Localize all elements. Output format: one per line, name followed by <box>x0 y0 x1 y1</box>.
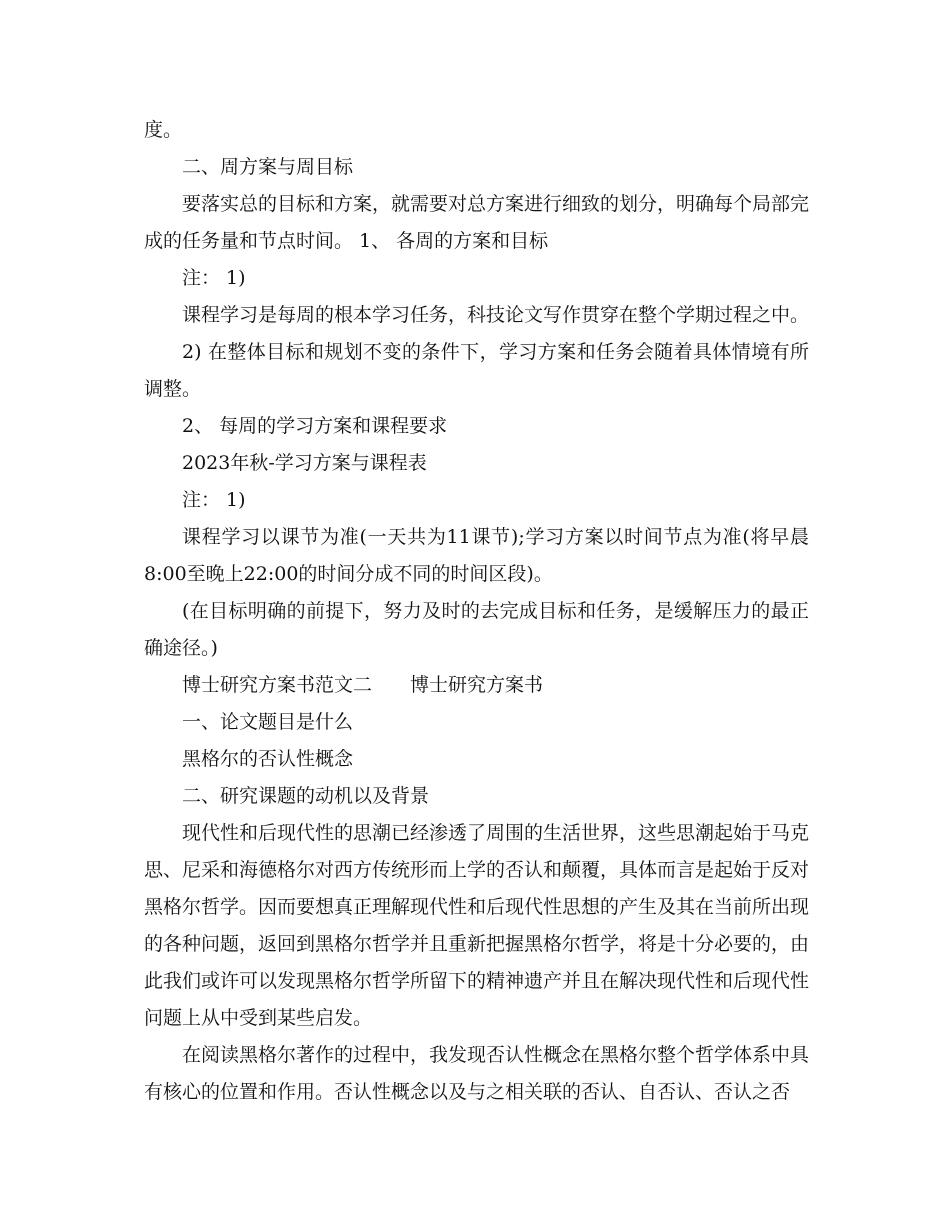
paragraph-goal-note: (在目标明确的前提下，努力及时的去完成目标和任务，是缓解压力的最正确途径。) <box>144 600 809 659</box>
thesis-topic: 黑格尔的否认性概念 <box>182 748 354 770</box>
sample-title: 博士研究方案书范文二 <box>182 674 373 696</box>
note-label: 注： 1) <box>182 267 246 289</box>
section-heading-thesis-topic: 一、论文题目是什么 <box>182 711 354 733</box>
note-label-2: 注： 1) <box>182 489 246 511</box>
paragraph-reading-hegel: 在阅读黑格尔著作的过程中，我发现否认性概念在黑格尔整个哲学体系中具有核心的位置和作用。否认性概念以及与之相关联的否认、自否认、否认之否 <box>144 1044 810 1103</box>
schedule-title: 2023年秋-学习方案与课程表 <box>182 452 427 474</box>
document-title-line <box>144 667 809 704</box>
note-item-2: 2) 在整体目标和规划不变的条件下，学习方案和任务会随着具体情境有所调整。 <box>144 341 809 400</box>
document-body <box>144 112 809 1111</box>
doc-title: 博士研究方案书 <box>410 674 544 696</box>
section-heading-motivation: 二、研究课题的动机以及背景 <box>182 785 430 807</box>
paragraph-continuation: 度。 <box>144 119 183 141</box>
paragraph-class-periods: 课程学习以课节为准(一天共为11课节);学习方案以时间节点为准(将早晨8:00至晚上22:00的时间分成不同的时间区段)。 <box>144 526 809 585</box>
paragraph-course-study: 课程学习是每周的根本学习任务，科技论文写作贯穿在整个学期过程之中。 <box>182 304 810 326</box>
paragraph-background: 现代性和后现代性的思潮已经渗透了周围的生活世界，这些思潮起始于马克思、尼采和海德格尔对西方传统形而上学的否认和颠覆，具体而言是起始于反对黑格尔哲学。因而要想真正理解现代性和后现代性思想的产生及其在当前所出现的各种问题，返回到黑格尔哲学并且重新把握黑格尔哲学，将是十分必要的，由此我们或许可以发现黑格尔哲学所留下的精神遗产并且在解决现代性和后现代性问题上从中受到某些启发。 <box>144 822 810 1029</box>
subheading-weekly-requirements: 2、 每周的学习方案和课程要求 <box>182 415 448 437</box>
paragraph-plan-division: 要落实总的目标和方案，就需要对总方案进行细致的划分，明确每个局部完成的任务量和节点时间。 1、 各周的方案和目标 <box>144 193 810 252</box>
section-heading-weekly-plan: 二、周方案与周目标 <box>182 156 354 178</box>
